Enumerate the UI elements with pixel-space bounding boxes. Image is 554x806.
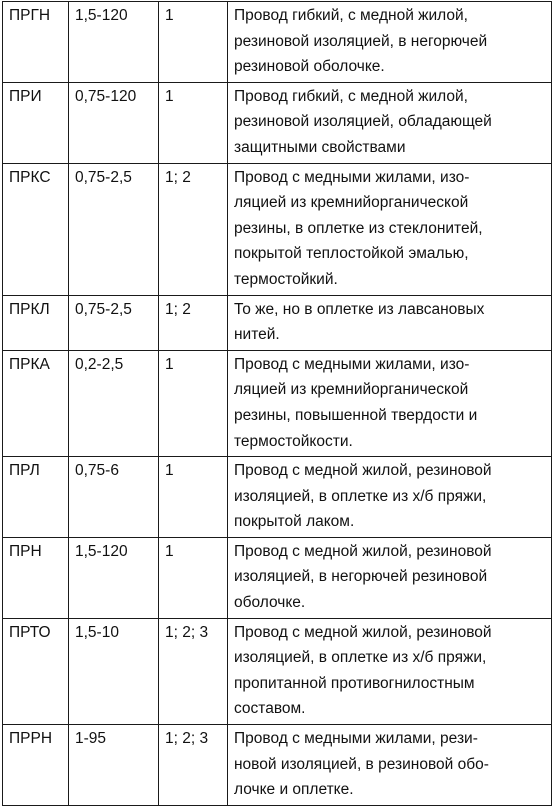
cross-section-cell: 0,75-2,5 xyxy=(69,163,159,295)
description-line: составом. xyxy=(234,700,306,718)
wire-brand-cell: ПРКС xyxy=(3,163,69,295)
table-row xyxy=(3,725,552,806)
description-line: резиновой изоляцией, обладающей xyxy=(234,113,492,131)
cross-section-cell: 0,75-2,5 xyxy=(69,295,159,350)
table-row xyxy=(3,295,552,350)
table-row xyxy=(3,618,552,724)
description-line: Провод с медной жилой, резиновой xyxy=(234,623,492,641)
cross-section-cell: 1-95 xyxy=(69,725,159,806)
description-cell xyxy=(228,163,552,295)
table-row xyxy=(3,350,552,456)
table-row xyxy=(3,163,552,295)
description-line: ляцией из кремнийорганической xyxy=(234,194,469,212)
description-cell xyxy=(228,537,552,618)
description-cell xyxy=(228,295,552,350)
cores-count-cell: 1; 2; 3 xyxy=(159,725,228,806)
wire-brand-cell: ПРРН xyxy=(3,725,69,806)
wire-brand-cell: ПРКЛ xyxy=(3,295,69,350)
description-line: нитей. xyxy=(234,326,280,344)
cores-count-cell: 1; 2; 3 xyxy=(159,618,228,724)
table-row xyxy=(3,2,552,83)
wire-brand-cell: ПРЛ xyxy=(3,457,69,538)
description-line: резиновой изоляцией, в негорючей xyxy=(234,32,488,50)
cross-section-cell: 1,5-10 xyxy=(69,618,159,724)
description-cell xyxy=(228,618,552,724)
description-line: покрытой теплостойкой эмалью, xyxy=(234,245,469,263)
description-line: Провод с медной жилой, резиновой xyxy=(234,542,492,560)
cross-section-cell: 1,5-120 xyxy=(69,537,159,618)
description-line: ляцией из кремнийорганической xyxy=(234,381,469,399)
cores-count-cell: 1 xyxy=(159,350,228,456)
table-row xyxy=(3,82,552,163)
cores-count-cell: 1 xyxy=(159,2,228,83)
description-line: Провод с медными жилами, рези- xyxy=(234,730,478,748)
description-line: Провод с медной жилой, резиновой xyxy=(234,462,492,480)
cores-count-cell: 1; 2 xyxy=(159,163,228,295)
description-line: оболочке. xyxy=(234,594,306,612)
wire-brand-cell: ПРТО xyxy=(3,618,69,724)
table-row xyxy=(3,537,552,618)
description-line: Провод с медными жилами, изо- xyxy=(234,355,470,373)
cross-section-cell: 1,5-120 xyxy=(69,2,159,83)
description-line: Провод гибкий, с медной жилой, xyxy=(234,7,468,24)
description-line: изоляцией, в оплетке из х/б пряжи, xyxy=(234,487,487,505)
description-cell xyxy=(228,82,552,163)
wire-brand-cell: ПРН xyxy=(3,537,69,618)
cross-section-cell: 0,2-2,5 xyxy=(69,350,159,456)
wire-brand-cell: ПРИ xyxy=(3,82,69,163)
description-line: термостойкий. xyxy=(234,270,338,288)
description-line: изоляцией, в оплетке из х/б пряжи, xyxy=(234,649,487,667)
description-line: Провод гибкий, с медной жилой, xyxy=(234,87,468,105)
description-line: лочке и оплетке. xyxy=(234,781,354,799)
description-line: То же, но в оплетке из лавсановых xyxy=(234,300,485,318)
cores-count-cell: 1 xyxy=(159,537,228,618)
description-line: резины, в оплетке из стеклонитей, xyxy=(234,219,483,237)
description-line: новой изоляцией, в резиновой обо- xyxy=(234,755,489,773)
cores-count-cell: 1 xyxy=(159,82,228,163)
description-line: резиновой оболочке. xyxy=(234,58,385,76)
description-line: защитными свойствами xyxy=(234,138,406,156)
description-line: Провод с медными жилами, изо- xyxy=(234,168,470,186)
description-line: резины, повышенной твердости и xyxy=(234,406,478,424)
wire-spec-table-body xyxy=(3,2,552,806)
description-line: термостойкости. xyxy=(234,432,353,450)
wire-brand-cell: ПРГН xyxy=(3,2,69,83)
cores-count-cell: 1; 2 xyxy=(159,295,228,350)
description-line: покрытой лаком. xyxy=(234,513,355,531)
cross-section-cell: 0,75-6 xyxy=(69,457,159,538)
wire-spec-table xyxy=(2,1,552,806)
description-cell xyxy=(228,350,552,456)
description-cell xyxy=(228,2,552,83)
cross-section-cell: 0,75-120 xyxy=(69,82,159,163)
description-cell xyxy=(228,725,552,806)
description-cell xyxy=(228,457,552,538)
description-line: пропитанной противогнилостным xyxy=(234,674,475,692)
wire-brand-cell: ПРКА xyxy=(3,350,69,456)
cores-count-cell: 1 xyxy=(159,457,228,538)
table-row xyxy=(3,457,552,538)
description-line: изоляцией, в негорючей резиновой xyxy=(234,568,488,586)
